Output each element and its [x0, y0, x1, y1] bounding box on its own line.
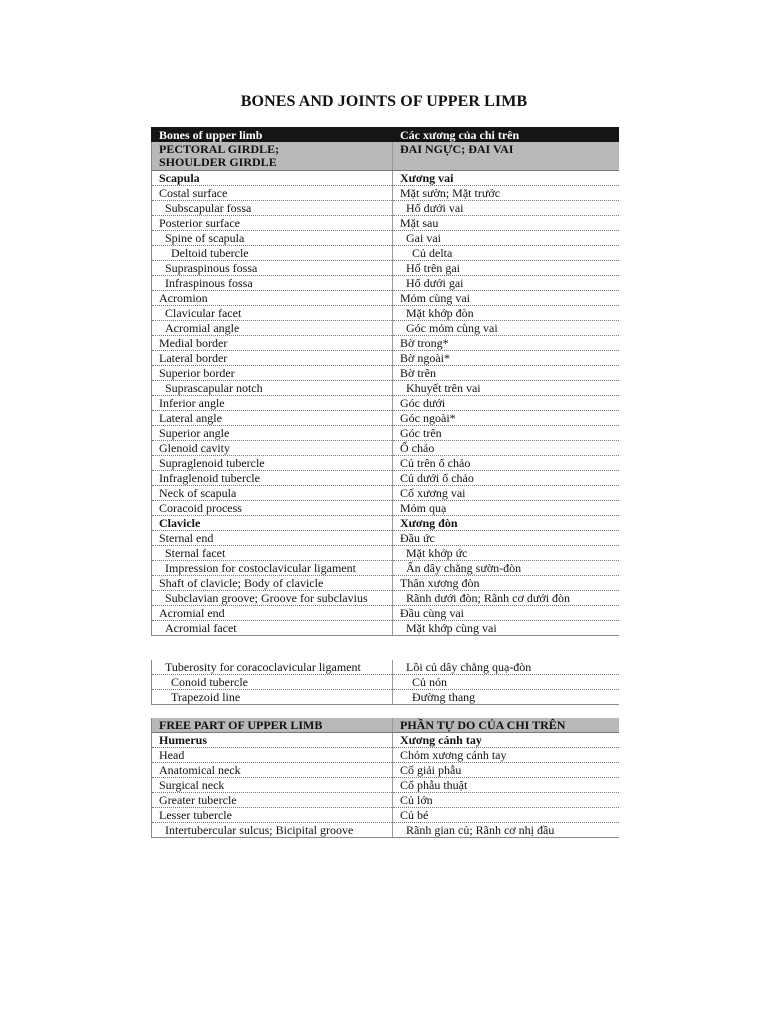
- term-english: Medial border: [152, 336, 393, 351]
- table-row: [152, 336, 619, 351]
- table-row: [152, 531, 619, 546]
- term-vietnamese: Gai vai: [393, 231, 619, 246]
- term-english: Spine of scapula: [152, 231, 393, 246]
- term-vietnamese: Củ trên ổ chảo: [393, 456, 619, 471]
- term-vietnamese: Mặt sau: [393, 216, 619, 231]
- term-vietnamese: Mặt khớp ức: [393, 546, 619, 561]
- term-english: Lateral border: [152, 351, 393, 366]
- term-english: Lateral angle: [152, 411, 393, 426]
- term-english: Greater tubercle: [152, 793, 393, 808]
- term-english: Conoid tubercle: [152, 675, 393, 690]
- table-row: [152, 171, 619, 186]
- term-vietnamese: Mặt khớp cùng vai: [393, 621, 619, 636]
- term-english: Head: [152, 748, 393, 763]
- term-english: Supraglenoid tubercle: [152, 456, 393, 471]
- section-english: FREE PART OF UPPER LIMB: [152, 718, 393, 733]
- term-english: Acromial end: [152, 606, 393, 621]
- term-vietnamese: Chỏm xương cánh tay: [393, 748, 619, 763]
- header-english: Bones of upper limb: [152, 127, 393, 142]
- term-english: Glenoid cavity: [152, 441, 393, 456]
- table-row: [152, 561, 619, 576]
- table-row: [152, 186, 619, 201]
- term-english: Subclavian groove; Groove for subclavius: [152, 591, 393, 606]
- term-vietnamese: Củ delta: [393, 246, 619, 261]
- term-vietnamese: Hố dưới gai: [393, 276, 619, 291]
- term-vietnamese: Thân xương đòn: [393, 576, 619, 591]
- bones-table-free-part: [151, 718, 619, 838]
- table-row: [152, 516, 619, 531]
- table-row: [152, 426, 619, 441]
- term-english: Neck of scapula: [152, 486, 393, 501]
- term-vietnamese: Cổ giải phẫu: [393, 763, 619, 778]
- bones-table-pectoral-girdle: [151, 127, 619, 636]
- term-vietnamese: Củ lớn: [393, 793, 619, 808]
- term-vietnamese: Xương đòn: [393, 516, 619, 531]
- header-vietnamese: Các xương của chi trên: [393, 127, 619, 142]
- table-row: [152, 276, 619, 291]
- term-vietnamese: Xương cánh tay: [393, 733, 619, 748]
- term-english: Acromion: [152, 291, 393, 306]
- term-english: Sternal end: [152, 531, 393, 546]
- term-vietnamese: Cổ phẫu thuật: [393, 778, 619, 793]
- section-vietnamese: ĐAI NGỰC; ĐAI VAI: [393, 142, 619, 171]
- table-row: [152, 471, 619, 486]
- term-vietnamese: Ổ chảo: [393, 441, 619, 456]
- term-english: Lesser tubercle: [152, 808, 393, 823]
- term-english: Clavicular facet: [152, 306, 393, 321]
- table-row: [152, 690, 619, 705]
- table-row: [152, 216, 619, 231]
- table-row: [152, 291, 619, 306]
- term-english: Infraspinous fossa: [152, 276, 393, 291]
- bones-table-clavicle-continued: [151, 660, 619, 705]
- table-row: [152, 366, 619, 381]
- table-row: [152, 441, 619, 456]
- table-row: [152, 660, 619, 675]
- term-vietnamese: Góc dưới: [393, 396, 619, 411]
- table-row: [152, 486, 619, 501]
- table-row: [152, 793, 619, 808]
- term-english: Acromial angle: [152, 321, 393, 336]
- term-english: Humerus: [152, 733, 393, 748]
- table-row: [152, 621, 619, 636]
- term-english: Trapezoid line: [152, 690, 393, 705]
- section-row: [152, 142, 619, 171]
- term-vietnamese: Củ bé: [393, 808, 619, 823]
- table-row: [152, 261, 619, 276]
- term-vietnamese: Mặt khớp đòn: [393, 306, 619, 321]
- term-vietnamese: Đầu cùng vai: [393, 606, 619, 621]
- table-row: [152, 591, 619, 606]
- term-vietnamese: Góc trên: [393, 426, 619, 441]
- term-vietnamese: Rãnh gian củ; Rãnh cơ nhị đầu: [393, 823, 619, 838]
- term-english: Subscapular fossa: [152, 201, 393, 216]
- table-row: [152, 606, 619, 621]
- term-vietnamese: Đường thang: [393, 690, 619, 705]
- term-vietnamese: Mỏm cùng vai: [393, 291, 619, 306]
- table-row: [152, 231, 619, 246]
- table-row: [152, 321, 619, 336]
- table-row: [152, 411, 619, 426]
- term-vietnamese: Bờ trong*: [393, 336, 619, 351]
- term-vietnamese: Khuyết trên vai: [393, 381, 619, 396]
- term-english: Superior border: [152, 366, 393, 381]
- table-row: [152, 306, 619, 321]
- term-vietnamese: Củ dưới ổ chảo: [393, 471, 619, 486]
- term-vietnamese: Bờ ngoài*: [393, 351, 619, 366]
- term-english: Superior angle: [152, 426, 393, 441]
- term-english: Posterior surface: [152, 216, 393, 231]
- term-english: Inferior angle: [152, 396, 393, 411]
- table-row: [152, 778, 619, 793]
- term-english: Suprascapular notch: [152, 381, 393, 396]
- term-vietnamese: Hố dưới vai: [393, 201, 619, 216]
- term-vietnamese: Lồi củ dây chằng quạ-đòn: [393, 660, 619, 675]
- term-english: Infraglenoid tubercle: [152, 471, 393, 486]
- term-english: Impression for costoclavicular ligament: [152, 561, 393, 576]
- table-row: [152, 456, 619, 471]
- term-english: Scapula: [152, 171, 393, 186]
- section-row: [152, 718, 619, 733]
- term-english: Clavicle: [152, 516, 393, 531]
- term-english: Supraspinous fossa: [152, 261, 393, 276]
- table-row: [152, 546, 619, 561]
- table-row: [152, 501, 619, 516]
- term-vietnamese: Góc mỏm cùng vai: [393, 321, 619, 336]
- table-row: [152, 808, 619, 823]
- table-row: [152, 201, 619, 216]
- term-vietnamese: Rãnh dưới đòn; Rãnh cơ dưới đòn: [393, 591, 619, 606]
- table-row: [152, 351, 619, 366]
- term-vietnamese: Góc ngoài*: [393, 411, 619, 426]
- term-english: Acromial facet: [152, 621, 393, 636]
- table-row: [152, 246, 619, 261]
- table-row: [152, 576, 619, 591]
- term-english: Costal surface: [152, 186, 393, 201]
- table-row: [152, 763, 619, 778]
- term-vietnamese: Ấn dây chằng sườn-đòn: [393, 561, 619, 576]
- term-english: Sternal facet: [152, 546, 393, 561]
- section-english-text: PECTORAL GIRDLE; SHOULDER GIRDLE: [159, 142, 280, 169]
- table-row: [152, 396, 619, 411]
- table-row: [152, 381, 619, 396]
- term-vietnamese: Mỏm quạ: [393, 501, 619, 516]
- term-english: Intertubercular sulcus; Bicipital groove: [152, 823, 393, 838]
- term-vietnamese: Đầu ức: [393, 531, 619, 546]
- term-english: Surgical neck: [152, 778, 393, 793]
- term-vietnamese: Mặt sườn; Mặt trước: [393, 186, 619, 201]
- section-english: [152, 142, 393, 171]
- term-english: Deltoid tubercle: [152, 246, 393, 261]
- term-english: Shaft of clavicle; Body of clavicle: [152, 576, 393, 591]
- table-header-row: [152, 127, 619, 142]
- page-title: BONES AND JOINTS OF UPPER LIMB: [240, 93, 528, 110]
- table-row: [152, 675, 619, 690]
- term-vietnamese: Bờ trên: [393, 366, 619, 381]
- term-vietnamese: Cổ xương vai: [393, 486, 619, 501]
- table-row: [152, 823, 619, 838]
- term-english: Anatomical neck: [152, 763, 393, 778]
- term-vietnamese: Xương vai: [393, 171, 619, 186]
- term-vietnamese: Củ nón: [393, 675, 619, 690]
- term-english: Coracoid process: [152, 501, 393, 516]
- section-vietnamese: PHẦN TỰ DO CỦA CHI TRÊN: [393, 718, 619, 733]
- term-vietnamese: Hố trên gai: [393, 261, 619, 276]
- term-english: Tuberosity for coracoclavicular ligament: [152, 660, 393, 675]
- table-row: [152, 748, 619, 763]
- table-row: [152, 733, 619, 748]
